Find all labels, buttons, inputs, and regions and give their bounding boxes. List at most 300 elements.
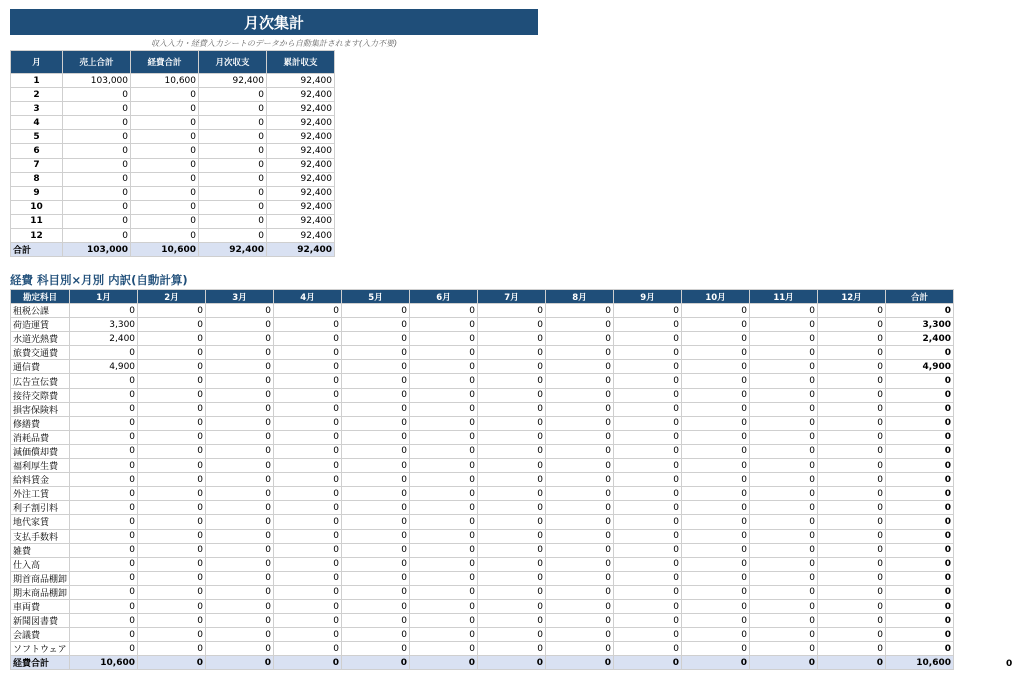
total-label-cell[interactable]: 合計	[11, 243, 63, 257]
month-value-cell[interactable]: 0	[410, 402, 478, 416]
month-value-cell[interactable]: 0	[682, 459, 750, 473]
month-value-cell[interactable]: 0	[478, 304, 546, 318]
month-value-cell[interactable]: 0	[546, 360, 614, 374]
month-value-cell[interactable]: 0	[70, 585, 138, 599]
value-cell[interactable]: 0	[199, 158, 267, 172]
month-value-cell[interactable]: 0	[750, 402, 818, 416]
month-value-cell[interactable]: 0	[342, 332, 410, 346]
month-value-cell[interactable]: 0	[70, 374, 138, 388]
month-value-cell[interactable]: 0	[750, 614, 818, 628]
month-value-cell[interactable]: 0	[750, 430, 818, 444]
row-total-cell[interactable]: 0	[886, 444, 954, 458]
month-value-cell[interactable]: 0	[614, 515, 682, 529]
month-value-cell[interactable]: 0	[750, 628, 818, 642]
month-value-cell[interactable]: 0	[274, 614, 342, 628]
month-value-cell[interactable]: 0	[818, 318, 886, 332]
month-value-cell[interactable]: 0	[410, 444, 478, 458]
month-value-cell[interactable]: 0	[138, 585, 206, 599]
month-value-cell[interactable]: 0	[478, 571, 546, 585]
month-value-cell[interactable]: 0	[750, 318, 818, 332]
month-value-cell[interactable]: 0	[138, 402, 206, 416]
month-value-cell[interactable]: 0	[274, 332, 342, 346]
col-month-2[interactable]: 2月	[138, 290, 206, 304]
month-cell[interactable]: 6	[11, 144, 63, 158]
month-value-cell[interactable]: 0	[546, 402, 614, 416]
month-value-cell[interactable]: 0	[750, 571, 818, 585]
month-value-cell[interactable]: 0	[410, 487, 478, 501]
month-value-cell[interactable]: 0	[614, 487, 682, 501]
grand-total-label[interactable]: 経費合計	[11, 656, 70, 670]
account-name-cell[interactable]: 通信費	[11, 360, 70, 374]
value-cell[interactable]: 0	[131, 172, 199, 186]
month-value-cell[interactable]: 0	[750, 487, 818, 501]
month-value-cell[interactable]: 0	[478, 501, 546, 515]
month-value-cell[interactable]: 0	[70, 614, 138, 628]
month-value-cell[interactable]: 0	[546, 614, 614, 628]
month-value-cell[interactable]: 0	[410, 501, 478, 515]
month-value-cell[interactable]: 0	[206, 402, 274, 416]
month-value-cell[interactable]: 0	[478, 557, 546, 571]
month-value-cell[interactable]: 0	[410, 388, 478, 402]
month-value-cell[interactable]: 0	[342, 374, 410, 388]
month-value-cell[interactable]: 0	[546, 557, 614, 571]
col-month-7[interactable]: 7月	[478, 290, 546, 304]
account-name-cell[interactable]: 減価償却費	[11, 444, 70, 458]
month-value-cell[interactable]: 0	[546, 585, 614, 599]
col-month-3[interactable]: 3月	[206, 290, 274, 304]
value-cell[interactable]: 0	[63, 186, 131, 200]
month-value-cell[interactable]: 0	[274, 402, 342, 416]
month-value-cell[interactable]: 0	[546, 529, 614, 543]
month-value-cell[interactable]: 0	[138, 473, 206, 487]
grand-month-cell[interactable]: 0	[410, 656, 478, 670]
month-cell[interactable]: 5	[11, 130, 63, 144]
month-value-cell[interactable]: 0	[206, 515, 274, 529]
month-value-cell[interactable]: 0	[478, 614, 546, 628]
month-value-cell[interactable]: 0	[478, 529, 546, 543]
month-value-cell[interactable]: 0	[682, 360, 750, 374]
month-cell[interactable]: 7	[11, 158, 63, 172]
month-value-cell[interactable]: 0	[274, 529, 342, 543]
value-cell[interactable]: 0	[199, 214, 267, 228]
value-cell[interactable]: 92,400	[267, 88, 335, 102]
month-value-cell[interactable]: 0	[818, 473, 886, 487]
month-value-cell[interactable]: 0	[750, 416, 818, 430]
value-cell[interactable]: 92,400	[267, 229, 335, 243]
month-value-cell[interactable]: 0	[546, 515, 614, 529]
month-value-cell[interactable]: 0	[274, 360, 342, 374]
month-value-cell[interactable]: 0	[682, 388, 750, 402]
row-total-cell[interactable]: 0	[886, 571, 954, 585]
month-value-cell[interactable]: 0	[342, 473, 410, 487]
month-value-cell[interactable]: 0	[70, 487, 138, 501]
month-value-cell[interactable]: 0	[614, 444, 682, 458]
month-value-cell[interactable]: 0	[206, 585, 274, 599]
month-value-cell[interactable]: 0	[818, 430, 886, 444]
month-value-cell[interactable]: 0	[342, 642, 410, 656]
month-value-cell[interactable]: 0	[750, 599, 818, 613]
month-value-cell[interactable]: 0	[750, 346, 818, 360]
value-cell[interactable]: 0	[131, 186, 199, 200]
value-cell[interactable]: 0	[63, 144, 131, 158]
row-total-cell[interactable]: 0	[886, 628, 954, 642]
value-cell[interactable]: 92,400	[267, 158, 335, 172]
row-total-cell[interactable]: 0	[886, 459, 954, 473]
value-cell[interactable]: 0	[131, 88, 199, 102]
col-expense-total[interactable]: 経費合計	[131, 51, 199, 74]
month-value-cell[interactable]: 0	[546, 346, 614, 360]
grand-month-cell[interactable]: 10,600	[70, 656, 138, 670]
month-value-cell[interactable]: 0	[682, 487, 750, 501]
value-cell[interactable]: 103,000	[63, 74, 131, 88]
value-cell[interactable]: 0	[63, 158, 131, 172]
account-name-cell[interactable]: 期末商品棚卸	[11, 585, 70, 599]
month-value-cell[interactable]: 0	[818, 515, 886, 529]
month-value-cell[interactable]: 0	[682, 543, 750, 557]
month-cell[interactable]: 8	[11, 172, 63, 186]
month-value-cell[interactable]: 0	[478, 360, 546, 374]
col-sales-total[interactable]: 売上合計	[63, 51, 131, 74]
month-value-cell[interactable]: 0	[546, 332, 614, 346]
month-value-cell[interactable]: 0	[818, 599, 886, 613]
col-month-12[interactable]: 12月	[818, 290, 886, 304]
month-value-cell[interactable]: 0	[682, 444, 750, 458]
month-value-cell[interactable]: 0	[206, 332, 274, 346]
month-value-cell[interactable]: 0	[138, 642, 206, 656]
month-value-cell[interactable]: 0	[818, 332, 886, 346]
total-value-cell[interactable]: 103,000	[63, 243, 131, 257]
month-value-cell[interactable]: 0	[478, 473, 546, 487]
month-value-cell[interactable]: 0	[138, 599, 206, 613]
value-cell[interactable]: 0	[131, 116, 199, 130]
month-value-cell[interactable]: 0	[750, 459, 818, 473]
account-name-cell[interactable]: 租税公課	[11, 304, 70, 318]
value-cell[interactable]: 92,400	[267, 130, 335, 144]
account-name-cell[interactable]: 福利厚生費	[11, 459, 70, 473]
month-value-cell[interactable]: 0	[274, 501, 342, 515]
month-value-cell[interactable]: 0	[818, 360, 886, 374]
grand-month-cell[interactable]: 0	[478, 656, 546, 670]
month-value-cell[interactable]: 0	[342, 346, 410, 360]
month-value-cell[interactable]: 0	[70, 459, 138, 473]
month-value-cell[interactable]: 0	[410, 614, 478, 628]
month-value-cell[interactable]: 0	[410, 304, 478, 318]
month-value-cell[interactable]: 0	[478, 374, 546, 388]
value-cell[interactable]: 0	[63, 116, 131, 130]
account-name-cell[interactable]: 広告宣伝費	[11, 374, 70, 388]
month-value-cell[interactable]: 0	[614, 430, 682, 444]
month-value-cell[interactable]: 0	[70, 416, 138, 430]
month-value-cell[interactable]: 0	[682, 318, 750, 332]
month-value-cell[interactable]: 0	[274, 515, 342, 529]
month-value-cell[interactable]: 0	[478, 543, 546, 557]
value-cell[interactable]: 0	[199, 130, 267, 144]
month-value-cell[interactable]: 0	[614, 388, 682, 402]
value-cell[interactable]: 0	[131, 144, 199, 158]
month-value-cell[interactable]: 0	[342, 430, 410, 444]
col-month[interactable]: 月	[11, 51, 63, 74]
month-value-cell[interactable]: 0	[206, 501, 274, 515]
value-cell[interactable]: 10,600	[131, 74, 199, 88]
month-value-cell[interactable]: 0	[70, 430, 138, 444]
row-total-cell[interactable]: 4,900	[886, 360, 954, 374]
month-value-cell[interactable]: 0	[750, 304, 818, 318]
month-value-cell[interactable]: 0	[614, 360, 682, 374]
month-value-cell[interactable]: 0	[682, 430, 750, 444]
account-name-cell[interactable]: 荷造運賃	[11, 318, 70, 332]
month-value-cell[interactable]: 0	[478, 430, 546, 444]
month-value-cell[interactable]: 0	[138, 614, 206, 628]
month-value-cell[interactable]: 0	[206, 444, 274, 458]
month-value-cell[interactable]: 0	[614, 599, 682, 613]
month-value-cell[interactable]: 0	[138, 360, 206, 374]
month-value-cell[interactable]: 0	[478, 318, 546, 332]
month-value-cell[interactable]: 0	[478, 459, 546, 473]
month-value-cell[interactable]: 0	[410, 360, 478, 374]
account-name-cell[interactable]: 水道光熱費	[11, 332, 70, 346]
grand-month-cell[interactable]: 0	[682, 656, 750, 670]
month-value-cell[interactable]: 0	[70, 515, 138, 529]
col-month-9[interactable]: 9月	[614, 290, 682, 304]
month-value-cell[interactable]: 0	[750, 374, 818, 388]
month-value-cell[interactable]: 0	[70, 557, 138, 571]
account-name-cell[interactable]: 利子割引料	[11, 501, 70, 515]
month-value-cell[interactable]: 0	[614, 402, 682, 416]
month-value-cell[interactable]: 0	[138, 571, 206, 585]
row-total-cell[interactable]: 0	[886, 473, 954, 487]
row-total-cell[interactable]: 3,300	[886, 318, 954, 332]
month-value-cell[interactable]: 0	[342, 614, 410, 628]
month-value-cell[interactable]: 0	[682, 374, 750, 388]
month-value-cell[interactable]: 0	[138, 416, 206, 430]
month-value-cell[interactable]: 0	[750, 501, 818, 515]
month-value-cell[interactable]: 0	[750, 529, 818, 543]
month-value-cell[interactable]: 0	[478, 599, 546, 613]
month-value-cell[interactable]: 0	[70, 599, 138, 613]
col-cumulative-balance[interactable]: 累計収支	[267, 51, 335, 74]
value-cell[interactable]: 0	[131, 214, 199, 228]
value-cell[interactable]: 92,400	[267, 144, 335, 158]
month-cell[interactable]: 1	[11, 74, 63, 88]
grand-month-cell[interactable]: 0	[750, 656, 818, 670]
month-value-cell[interactable]: 0	[750, 515, 818, 529]
month-value-cell[interactable]: 0	[342, 304, 410, 318]
month-value-cell[interactable]: 0	[342, 571, 410, 585]
month-value-cell[interactable]: 0	[138, 374, 206, 388]
month-value-cell[interactable]: 0	[138, 346, 206, 360]
month-value-cell[interactable]: 0	[818, 628, 886, 642]
month-value-cell[interactable]: 0	[274, 628, 342, 642]
month-value-cell[interactable]: 0	[546, 501, 614, 515]
month-value-cell[interactable]: 0	[206, 459, 274, 473]
month-value-cell[interactable]: 0	[682, 628, 750, 642]
month-value-cell[interactable]: 0	[546, 444, 614, 458]
month-value-cell[interactable]: 0	[70, 444, 138, 458]
month-value-cell[interactable]: 0	[614, 557, 682, 571]
month-value-cell[interactable]: 0	[342, 459, 410, 473]
value-cell[interactable]: 92,400	[267, 116, 335, 130]
account-name-cell[interactable]: 支払手数料	[11, 529, 70, 543]
col-month-6[interactable]: 6月	[410, 290, 478, 304]
value-cell[interactable]: 92,400	[267, 102, 335, 116]
month-value-cell[interactable]: 3,300	[70, 318, 138, 332]
month-value-cell[interactable]: 0	[206, 360, 274, 374]
grand-month-cell[interactable]: 0	[274, 656, 342, 670]
month-value-cell[interactable]: 0	[614, 332, 682, 346]
grand-month-cell[interactable]: 0	[818, 656, 886, 670]
month-value-cell[interactable]: 0	[410, 430, 478, 444]
month-value-cell[interactable]: 0	[138, 557, 206, 571]
row-total-cell[interactable]: 0	[886, 374, 954, 388]
month-value-cell[interactable]: 0	[70, 628, 138, 642]
month-value-cell[interactable]: 0	[546, 388, 614, 402]
month-value-cell[interactable]: 0	[410, 642, 478, 656]
month-cell[interactable]: 4	[11, 116, 63, 130]
month-value-cell[interactable]: 0	[410, 374, 478, 388]
month-value-cell[interactable]: 0	[410, 599, 478, 613]
month-value-cell[interactable]: 0	[206, 473, 274, 487]
month-value-cell[interactable]: 0	[410, 473, 478, 487]
month-value-cell[interactable]: 0	[546, 628, 614, 642]
month-value-cell[interactable]: 0	[206, 614, 274, 628]
month-value-cell[interactable]: 0	[206, 599, 274, 613]
row-total-cell[interactable]: 2,400	[886, 332, 954, 346]
month-value-cell[interactable]: 0	[410, 529, 478, 543]
value-cell[interactable]: 0	[131, 130, 199, 144]
month-value-cell[interactable]: 0	[410, 346, 478, 360]
month-value-cell[interactable]: 0	[206, 318, 274, 332]
month-value-cell[interactable]: 0	[546, 599, 614, 613]
month-value-cell[interactable]: 0	[614, 459, 682, 473]
month-value-cell[interactable]: 0	[342, 501, 410, 515]
month-value-cell[interactable]: 0	[818, 571, 886, 585]
month-value-cell[interactable]: 0	[410, 416, 478, 430]
month-value-cell[interactable]: 0	[70, 473, 138, 487]
month-value-cell[interactable]: 0	[342, 388, 410, 402]
month-value-cell[interactable]: 0	[546, 543, 614, 557]
value-cell[interactable]: 92,400	[267, 200, 335, 214]
month-value-cell[interactable]: 0	[478, 585, 546, 599]
month-value-cell[interactable]: 0	[206, 430, 274, 444]
value-cell[interactable]: 0	[199, 102, 267, 116]
month-value-cell[interactable]: 0	[818, 346, 886, 360]
month-value-cell[interactable]: 0	[342, 416, 410, 430]
account-name-cell[interactable]: 地代家賃	[11, 515, 70, 529]
month-value-cell[interactable]: 0	[818, 444, 886, 458]
month-value-cell[interactable]: 0	[478, 628, 546, 642]
month-value-cell[interactable]: 0	[818, 529, 886, 543]
month-cell[interactable]: 3	[11, 102, 63, 116]
month-value-cell[interactable]: 0	[206, 628, 274, 642]
month-value-cell[interactable]: 0	[274, 642, 342, 656]
month-value-cell[interactable]: 0	[138, 529, 206, 543]
col-monthly-balance[interactable]: 月次収支	[199, 51, 267, 74]
month-value-cell[interactable]: 0	[342, 360, 410, 374]
month-value-cell[interactable]: 0	[614, 416, 682, 430]
month-value-cell[interactable]: 0	[682, 473, 750, 487]
month-value-cell[interactable]: 0	[546, 318, 614, 332]
month-value-cell[interactable]: 0	[750, 388, 818, 402]
month-value-cell[interactable]: 0	[478, 332, 546, 346]
month-value-cell[interactable]: 0	[70, 543, 138, 557]
month-value-cell[interactable]: 0	[682, 332, 750, 346]
month-value-cell[interactable]: 0	[70, 304, 138, 318]
row-total-cell[interactable]: 0	[886, 614, 954, 628]
month-value-cell[interactable]: 0	[750, 360, 818, 374]
row-total-cell[interactable]: 0	[886, 416, 954, 430]
value-cell[interactable]: 0	[199, 116, 267, 130]
month-value-cell[interactable]: 0	[682, 501, 750, 515]
account-name-cell[interactable]: 車両費	[11, 599, 70, 613]
month-value-cell[interactable]: 0	[818, 557, 886, 571]
col-month-1[interactable]: 1月	[70, 290, 138, 304]
month-value-cell[interactable]: 0	[206, 571, 274, 585]
grand-month-cell[interactable]: 0	[614, 656, 682, 670]
value-cell[interactable]: 0	[199, 200, 267, 214]
month-value-cell[interactable]: 0	[138, 515, 206, 529]
row-total-cell[interactable]: 0	[886, 543, 954, 557]
month-value-cell[interactable]: 0	[750, 585, 818, 599]
month-value-cell[interactable]: 0	[614, 642, 682, 656]
row-total-cell[interactable]: 0	[886, 487, 954, 501]
grand-month-cell[interactable]: 0	[206, 656, 274, 670]
value-cell[interactable]: 0	[63, 88, 131, 102]
month-value-cell[interactable]: 0	[750, 332, 818, 346]
row-total-cell[interactable]: 0	[886, 529, 954, 543]
col-month-11[interactable]: 11月	[750, 290, 818, 304]
month-value-cell[interactable]: 0	[478, 515, 546, 529]
value-cell[interactable]: 0	[63, 214, 131, 228]
month-value-cell[interactable]: 0	[138, 501, 206, 515]
grand-month-cell[interactable]: 0	[138, 656, 206, 670]
value-cell[interactable]: 0	[63, 229, 131, 243]
month-value-cell[interactable]: 0	[614, 529, 682, 543]
month-value-cell[interactable]: 0	[682, 585, 750, 599]
row-total-cell[interactable]: 0	[886, 346, 954, 360]
month-value-cell[interactable]: 0	[682, 614, 750, 628]
month-value-cell[interactable]: 0	[614, 374, 682, 388]
value-cell[interactable]: 0	[199, 172, 267, 186]
col-month-8[interactable]: 8月	[546, 290, 614, 304]
month-value-cell[interactable]: 0	[818, 416, 886, 430]
value-cell[interactable]: 0	[199, 88, 267, 102]
value-cell[interactable]: 92,400	[267, 214, 335, 228]
month-value-cell[interactable]: 0	[614, 614, 682, 628]
month-value-cell[interactable]: 0	[274, 416, 342, 430]
account-name-cell[interactable]: 損害保険料	[11, 402, 70, 416]
month-value-cell[interactable]: 0	[342, 529, 410, 543]
month-value-cell[interactable]: 0	[138, 304, 206, 318]
month-value-cell[interactable]: 0	[410, 318, 478, 332]
value-cell[interactable]: 0	[199, 229, 267, 243]
month-value-cell[interactable]: 0	[818, 374, 886, 388]
month-value-cell[interactable]: 0	[818, 642, 886, 656]
month-value-cell[interactable]: 0	[342, 444, 410, 458]
row-total-cell[interactable]: 0	[886, 585, 954, 599]
month-value-cell[interactable]: 0	[546, 304, 614, 318]
account-name-cell[interactable]: 期首商品棚卸	[11, 571, 70, 585]
month-value-cell[interactable]: 0	[682, 416, 750, 430]
value-cell[interactable]: 92,400	[267, 172, 335, 186]
month-value-cell[interactable]: 0	[546, 487, 614, 501]
col-account[interactable]: 勘定科目	[11, 290, 70, 304]
month-value-cell[interactable]: 0	[70, 346, 138, 360]
value-cell[interactable]: 0	[63, 130, 131, 144]
month-value-cell[interactable]: 0	[750, 444, 818, 458]
month-value-cell[interactable]: 2,400	[70, 332, 138, 346]
month-value-cell[interactable]: 0	[750, 642, 818, 656]
month-value-cell[interactable]: 0	[274, 374, 342, 388]
